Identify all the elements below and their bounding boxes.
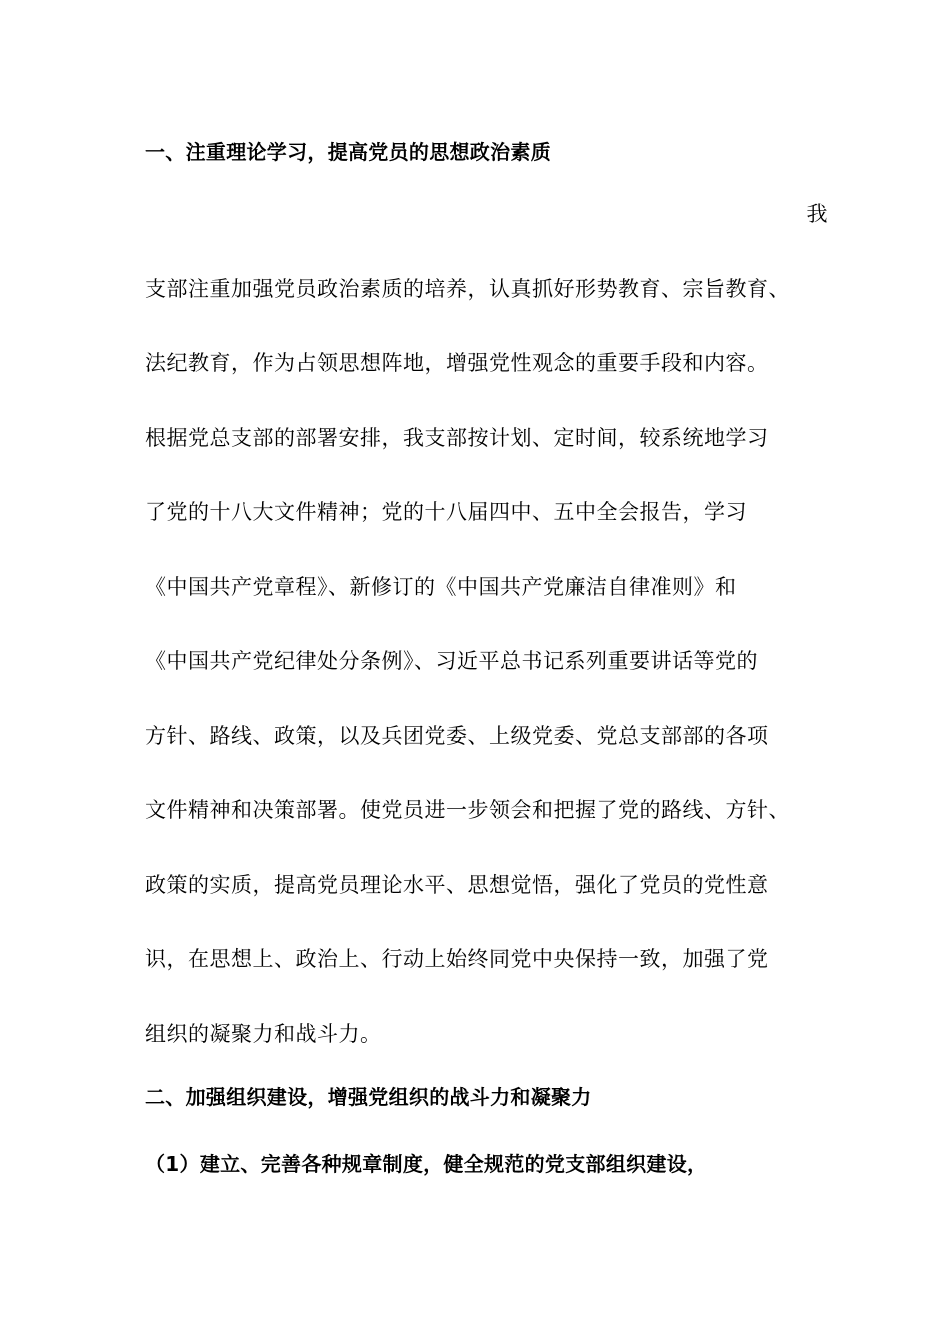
paragraph-line: 识，在思想上、政治上、行动上始终同党中央保持一致，加强了党 [145, 947, 769, 971]
paragraph-line: 方针、路线、政策，以及兵团党委、上级党委、党总支部部的各项 [145, 724, 769, 748]
paragraph-line: 根据党总支部的部署安排，我支部按计划、定时间，较系统地学习 [145, 426, 769, 450]
paragraph-line: 《中国共产党章程》、新修订的《中国共产党廉洁自律准则》和 [145, 575, 737, 599]
paragraph-line: 了党的十八大文件精神；党的十八届四中、五中全会报告，学习 [145, 500, 747, 524]
paragraph-first-word: 我 [806, 202, 828, 226]
paragraph-line: 政策的实质，提高党员理论水平、思想觉悟，强化了党员的党性意 [145, 873, 769, 897]
section-heading-2: 二、加强组织建设，增强党组织的战斗力和凝聚力 [145, 1085, 592, 1109]
section-heading-1: 一、注重理论学习，提高党员的思想政治素质 [145, 140, 551, 164]
paragraph-line: 《中国共产党纪律处分条例》、习近平总书记系列重要讲话等党的 [145, 649, 758, 673]
paragraph-line: 支部注重加强党员政治素质的培养，认真抓好形势教育、宗旨教育、 [145, 277, 790, 301]
paragraph-line: 组织的凝聚力和战斗力。 [145, 1022, 382, 1046]
paragraph-line: 法纪教育，作为占领思想阵地，增强党性观念的重要手段和内容。 [145, 351, 769, 375]
subsection-heading-1: （1）建立、完善各种规章制度，健全规范的党支部组织建设， [145, 1152, 708, 1176]
paragraph-line: 文件精神和决策部署。使党员进一步领会和把握了党的路线、方针、 [145, 798, 790, 822]
